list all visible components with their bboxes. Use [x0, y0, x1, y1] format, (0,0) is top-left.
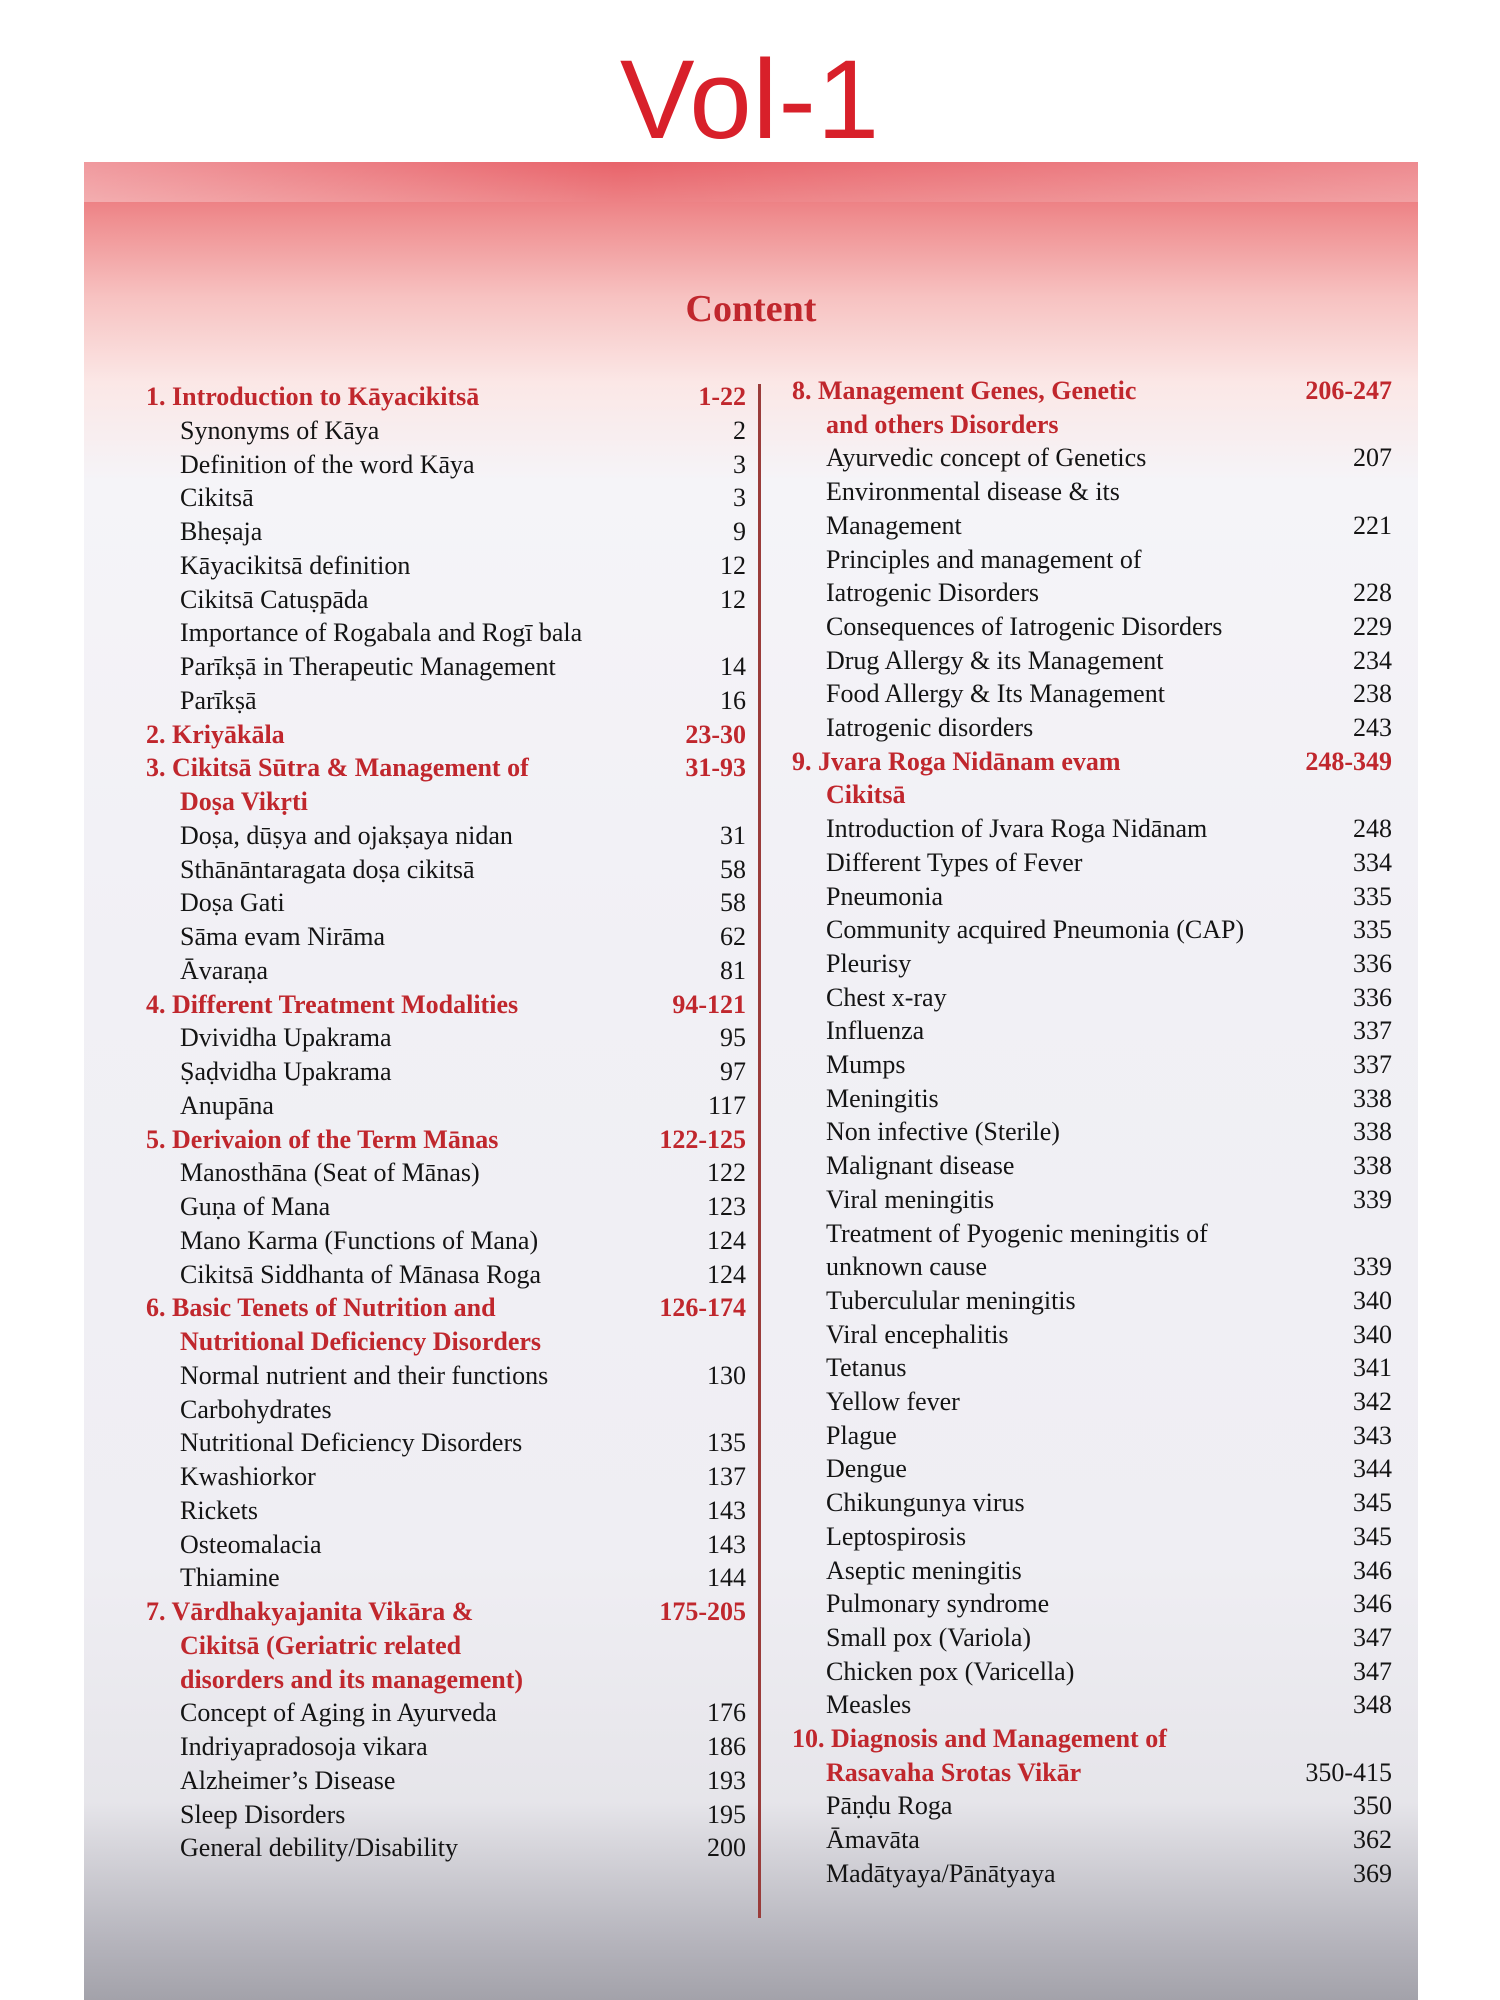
entry-title: Pulmonary syndrome [826, 1589, 1050, 1619]
entry-page-number: 31 [720, 820, 746, 850]
entry-title: Environmental disease & its [826, 477, 1120, 507]
entry-title: Rasavaha Srotas Vikār [826, 1757, 1082, 1787]
entry-page-number: 95 [720, 1023, 746, 1053]
entry-title: Ayurvedic concept of Genetics [826, 443, 1147, 473]
toc-entry [146, 1730, 746, 1764]
entry-page-number: 248 [1353, 814, 1392, 844]
content-heading: Content [685, 288, 817, 330]
entry-page-number: 193 [707, 1765, 746, 1795]
entry-page-number: 334 [1353, 847, 1392, 877]
entry-title: Viral encephalitis [826, 1319, 1009, 1349]
entry-page-number: 362 [1353, 1825, 1392, 1855]
entry-page-number: 31-93 [685, 753, 746, 783]
entry-title: Doṣa Vikṛti [180, 787, 308, 816]
toc-entry [146, 1561, 746, 1595]
toc-entry [792, 1082, 1392, 1116]
entry-page-number: 186 [707, 1732, 746, 1761]
toc-entry [792, 1014, 1392, 1048]
toc-entry [792, 1351, 1392, 1385]
entry-title: Tetanus [826, 1353, 907, 1383]
entry-title: Madātyaya/Pānātyaya [826, 1858, 1056, 1888]
toc-entry [146, 414, 746, 448]
entry-title: Cikitsā [826, 780, 906, 810]
entry-page-number: 117 [707, 1090, 746, 1120]
entry-title: disorders and its management) [180, 1664, 524, 1694]
entry-title: Pāṇḍu Roga [826, 1791, 953, 1821]
entry-title: Chest x-ray [826, 982, 947, 1012]
toc-entry [146, 1258, 746, 1292]
entry-title: Influenza [826, 1016, 925, 1046]
entry-title: 3. Cikitsā Sūtra & Management of [146, 753, 529, 783]
entry-page-number: 229 [1353, 611, 1392, 641]
entry-page-number: 14 [720, 652, 746, 681]
entry-page-number: 143 [707, 1495, 746, 1525]
entry-page-number: 58 [720, 854, 746, 884]
entry-title: Sthānāntaragata doṣa cikitsā [180, 854, 475, 884]
entry-page-number: 97 [720, 1057, 746, 1086]
toc-entry [792, 1115, 1392, 1149]
toc-entry [146, 1190, 746, 1224]
contents-page [84, 162, 1418, 2000]
toc-entry [792, 475, 1392, 509]
entry-page-number: 346 [1353, 1555, 1392, 1585]
toc-entry [146, 684, 746, 718]
toc-entry [792, 1318, 1392, 1352]
entry-page-number: 369 [1353, 1858, 1392, 1888]
toc-entry [146, 1528, 746, 1562]
entry-page-number: 176 [707, 1698, 746, 1728]
entry-page-number: 137 [707, 1462, 746, 1491]
volume-title: Vol-1 [619, 37, 881, 162]
toc-entry [146, 1021, 746, 1055]
toc-entry [792, 1419, 1392, 1453]
toc-entry [792, 1621, 1392, 1655]
toc-entry [792, 1688, 1392, 1722]
toc-entry [792, 1554, 1392, 1588]
toc-entry [792, 1284, 1392, 1318]
entry-page-number: 2 [733, 415, 746, 445]
entry-page-number: 1-22 [698, 382, 746, 411]
entry-page-number: 340 [1353, 1285, 1392, 1315]
toc-entry [792, 1183, 1392, 1217]
entry-page-number: 234 [1353, 645, 1392, 675]
toc-entry [792, 1452, 1392, 1486]
column-divider [758, 384, 761, 1918]
entry-title: Guṇa of Mana [180, 1192, 331, 1221]
entry-page-number: 347 [1353, 1622, 1392, 1652]
entry-title: Yellow fever [826, 1387, 960, 1416]
entry-page-number: 350-415 [1305, 1757, 1392, 1787]
chapter-entry [146, 1291, 746, 1325]
toc-entry [146, 1426, 746, 1460]
entry-title: Cikitsā Catuṣpāda [180, 584, 369, 614]
entry-page-number: 62 [720, 922, 746, 951]
entry-page-number: 206-247 [1305, 376, 1392, 405]
entry-title: Anupāna [180, 1090, 274, 1120]
toc-entry [792, 1789, 1392, 1823]
entry-title: Nutritional Deficiency Disorders [180, 1327, 542, 1356]
toc-entry [792, 913, 1392, 947]
entry-title: Consequences of Iatrogenic Disorders [826, 611, 1223, 641]
entry-page-number: 347 [1353, 1656, 1392, 1686]
entry-page-number: 144 [707, 1563, 746, 1593]
entry-title: Non infective (Sterile) [826, 1117, 1060, 1147]
entry-page-number: 3 [733, 449, 746, 479]
chapter-title-continued [792, 778, 1392, 812]
entry-title: Sāma evam Nirāma [180, 922, 386, 951]
toc-entry [792, 981, 1392, 1015]
toc-entry [146, 1798, 746, 1832]
entry-page-number: 58 [720, 888, 746, 918]
entry-title: Kāyacikitsā definition [180, 550, 411, 580]
entry-title: Ṣaḍvidha Upakrama [180, 1057, 392, 1086]
entry-title: Carbohydrates [180, 1394, 332, 1424]
toc-entry [146, 515, 746, 549]
entry-title: Kwashiorkor [180, 1462, 316, 1491]
entry-title: 9. Jvara Roga Nidānam evam [792, 746, 1121, 776]
entry-page-number: 126-174 [659, 1293, 746, 1323]
entry-page-number: 81 [720, 955, 746, 985]
entry-title: 6. Basic Tenets of Nutrition and [146, 1293, 496, 1323]
entry-title: Different Types of Fever [826, 847, 1083, 877]
entry-page-number: 335 [1353, 881, 1392, 911]
entry-title: Tuberculular meningitis [826, 1285, 1076, 1315]
entry-title: Treatment of Pyogenic meningitis of [826, 1218, 1208, 1248]
entry-page-number: 338 [1353, 1151, 1392, 1181]
toc-entry [792, 880, 1392, 914]
entry-page-number: 338 [1353, 1117, 1392, 1147]
entry-title: Chikungunya virus [826, 1488, 1025, 1518]
entry-page-number: 12 [720, 584, 746, 614]
toc-entry [792, 1587, 1392, 1621]
entry-title: Osteomalacia [180, 1529, 322, 1559]
entry-page-number: 94-121 [672, 989, 746, 1019]
toc-entry [146, 1393, 746, 1427]
toc-entry [146, 1089, 746, 1123]
entry-page-number: 200 [707, 1833, 746, 1863]
entry-title: Management [826, 510, 962, 540]
chapter-entry [146, 1123, 746, 1157]
entry-page-number: 339 [1353, 1184, 1392, 1214]
entry-page-number: 343 [1353, 1420, 1392, 1450]
toc-entry [146, 1831, 746, 1865]
entry-page-number: 238 [1353, 679, 1392, 709]
entry-title: 10. Diagnosis and Management of [792, 1724, 1167, 1753]
entry-title: Indriyapradosoja vikara [180, 1732, 428, 1761]
entry-title: Definition of the word Kāya [180, 449, 475, 479]
entry-page-number: 340 [1353, 1319, 1392, 1349]
toc-entry [792, 947, 1392, 981]
entry-title: Introduction of Jvara Roga Nidānam [826, 814, 1208, 844]
entry-title: Iatrogenic disorders [826, 713, 1034, 742]
entry-title: Cikitsā (Geriatric related [180, 1630, 462, 1660]
toc-entry [146, 920, 746, 954]
toc-entry [792, 711, 1392, 745]
entry-page-number: 345 [1353, 1488, 1392, 1518]
entry-title: 2. Kriyākāla [146, 719, 285, 749]
entry-page-number: 12 [720, 550, 746, 580]
entry-page-number: 243 [1353, 713, 1392, 742]
entry-title: and others Disorders [826, 409, 1059, 439]
chapter-title-continued [146, 785, 746, 819]
chapter-entry [146, 718, 746, 752]
entry-title: Meningitis [826, 1083, 939, 1113]
chapter-title-continued [146, 1629, 746, 1663]
toc-entry [792, 1149, 1392, 1183]
chapter-title-continued [146, 1325, 746, 1359]
entry-title: Malignant disease [826, 1151, 1015, 1181]
entry-title: Parīkṣā in Therapeutic Management [180, 652, 556, 681]
entry-page-number: 175-205 [659, 1597, 746, 1626]
entry-page-number: 350 [1353, 1791, 1392, 1821]
toc-entry [792, 1048, 1392, 1082]
entry-title: Aseptic meningitis [826, 1555, 1022, 1585]
entry-page-number: 228 [1353, 578, 1392, 608]
toc-entry [146, 954, 746, 988]
entry-title: Measles [826, 1690, 912, 1720]
toc-entry [792, 1520, 1392, 1554]
entry-page-number: 23-30 [685, 719, 746, 749]
toc-entry [146, 1494, 746, 1528]
toc-entry [792, 543, 1392, 577]
toc-entry [792, 677, 1392, 711]
toc-entry [792, 509, 1392, 543]
entry-page-number: 345 [1353, 1521, 1392, 1551]
entry-title: Principles and management of [826, 544, 1142, 574]
toc-entry [792, 441, 1392, 475]
entry-title: Iatrogenic Disorders [826, 578, 1039, 608]
entry-page-number: 346 [1353, 1589, 1392, 1619]
entry-page-number: 342 [1353, 1387, 1392, 1416]
entry-title: unknown cause [826, 1252, 988, 1282]
toc-entry [792, 610, 1392, 644]
entry-title: Mano Karma (Functions of Mana) [180, 1225, 539, 1255]
entry-page-number: 336 [1353, 948, 1392, 978]
toc-entry [792, 1250, 1392, 1284]
chapter-entry [146, 751, 746, 785]
toc-entry [146, 1156, 746, 1190]
entry-title: 1. Introduction to Kāyacikitsā [146, 382, 480, 411]
entry-title: Cikitsā [180, 483, 254, 513]
entry-title: Food Allergy & Its Management [826, 679, 1165, 709]
entry-title: Rickets [180, 1495, 258, 1525]
entry-title: Cikitsā Siddhanta of Mānasa Roga [180, 1259, 542, 1289]
entry-page-number: 123 [707, 1192, 746, 1221]
entry-page-number: 335 [1353, 915, 1392, 945]
entry-title: Normal nutrient and their functions [180, 1360, 549, 1390]
toc-entry [146, 650, 746, 684]
entry-title: Pneumonia [826, 881, 943, 911]
entry-title: General debility/Disability [180, 1833, 458, 1863]
entry-page-number: 9 [733, 517, 746, 546]
entry-title: Drug Allergy & its Management [826, 645, 1164, 675]
entry-title: Viral meningitis [826, 1184, 995, 1214]
entry-title: Pleurisy [826, 948, 912, 978]
entry-page-number: 221 [1353, 510, 1392, 540]
entry-title: Parīkṣā [180, 685, 257, 715]
entry-page-number: 341 [1353, 1353, 1392, 1383]
entry-title: Doṣa, dūṣya and ojakṣaya nidan [180, 820, 513, 850]
toc-entry [146, 616, 746, 650]
entry-page-number: 16 [720, 685, 746, 715]
chapter-entry [146, 380, 746, 414]
entry-page-number: 248-349 [1305, 746, 1392, 776]
toc-entry [792, 1655, 1392, 1689]
entry-page-number: 336 [1353, 982, 1392, 1012]
toc-entry [146, 819, 746, 853]
entry-page-number: 348 [1353, 1690, 1392, 1720]
entry-title: Small pox (Variola) [826, 1622, 1032, 1652]
toc-entry [792, 846, 1392, 880]
entry-page-number: 337 [1353, 1050, 1392, 1079]
entry-page-number: 130 [707, 1360, 746, 1390]
toc-entry [146, 1764, 746, 1798]
entry-title: Āmavāta [826, 1825, 920, 1855]
entry-page-number: 207 [1353, 443, 1392, 473]
entry-title: Bheṣaja [180, 517, 263, 546]
entry-title: 5. Derivaion of the Term Mānas [146, 1124, 499, 1154]
toc-entry [146, 549, 746, 583]
entry-title: Āvaraṇa [180, 955, 269, 985]
entry-title: Plague [826, 1420, 897, 1450]
toc-entry [792, 644, 1392, 678]
entry-page-number: 3 [733, 483, 746, 513]
entry-title: 7. Vārdhakyajanita Vikāra & [146, 1597, 474, 1626]
toc-entry [792, 1217, 1392, 1251]
entry-page-number: 124 [707, 1259, 746, 1289]
toc-entry [146, 1224, 746, 1258]
chapter-title-continued [792, 408, 1392, 442]
entry-title: Manosthāna (Seat of Mānas) [180, 1158, 480, 1188]
chapter-title-continued [792, 1756, 1392, 1790]
chapter-entry [792, 1722, 1392, 1756]
chapter-entry [792, 745, 1392, 779]
toc-entry [792, 1823, 1392, 1857]
entry-page-number: 338 [1353, 1083, 1392, 1113]
chapter-title-continued [146, 1663, 746, 1697]
entry-title: Community acquired Pneumonia (CAP) [826, 915, 1245, 945]
toc-entry [146, 1055, 746, 1089]
entry-title: Chicken pox (Varicella) [826, 1656, 1075, 1686]
toc-entry [146, 1359, 746, 1393]
toc-entry [146, 886, 746, 920]
entry-title: Concept of Aging in Ayurveda [180, 1698, 497, 1728]
entry-title: Thiamine [180, 1563, 280, 1593]
entry-page-number: 337 [1353, 1016, 1392, 1046]
entry-page-number: 344 [1353, 1454, 1392, 1484]
entry-title: Leptospirosis [826, 1521, 967, 1551]
toc-entry [146, 448, 746, 482]
toc-entry [792, 576, 1392, 610]
entry-page-number: 135 [707, 1428, 746, 1458]
entry-page-number: 195 [707, 1799, 746, 1829]
entry-title: Dengue [826, 1454, 907, 1484]
entry-page-number: 122-125 [659, 1124, 746, 1154]
toc-entry [146, 481, 746, 515]
toc-entry [792, 812, 1392, 846]
entry-page-number: 143 [707, 1529, 746, 1559]
entry-title: Sleep Disorders [180, 1799, 346, 1829]
entry-title: Alzheimer’s Disease [180, 1765, 396, 1795]
chapter-entry [792, 374, 1392, 408]
entry-title: 8. Management Genes, Genetic [792, 376, 1137, 405]
entry-title: Synonyms of Kāya [180, 415, 380, 445]
toc-entry [146, 853, 746, 887]
entry-title: Doṣa Gati [180, 888, 285, 918]
toc-entry [792, 1486, 1392, 1520]
toc-entry [146, 1460, 746, 1494]
entry-title: 4. Different Treatment Modalities [146, 989, 519, 1019]
toc-entry [792, 1385, 1392, 1419]
entry-title: Dvividha Upakrama [180, 1023, 392, 1053]
toc-entry [792, 1857, 1392, 1891]
entry-title: Mumps [826, 1050, 906, 1079]
chapter-entry [146, 988, 746, 1022]
chapter-entry [146, 1595, 746, 1629]
entry-page-number: 124 [707, 1225, 746, 1255]
toc-entry [146, 583, 746, 617]
toc-entry [146, 1696, 746, 1730]
entry-title: Importance of Rogabala and Rogī bala [180, 618, 583, 648]
entry-title: Nutritional Deficiency Disorders [180, 1428, 523, 1458]
entry-page-number: 339 [1353, 1252, 1392, 1282]
entry-page-number: 122 [707, 1158, 746, 1188]
